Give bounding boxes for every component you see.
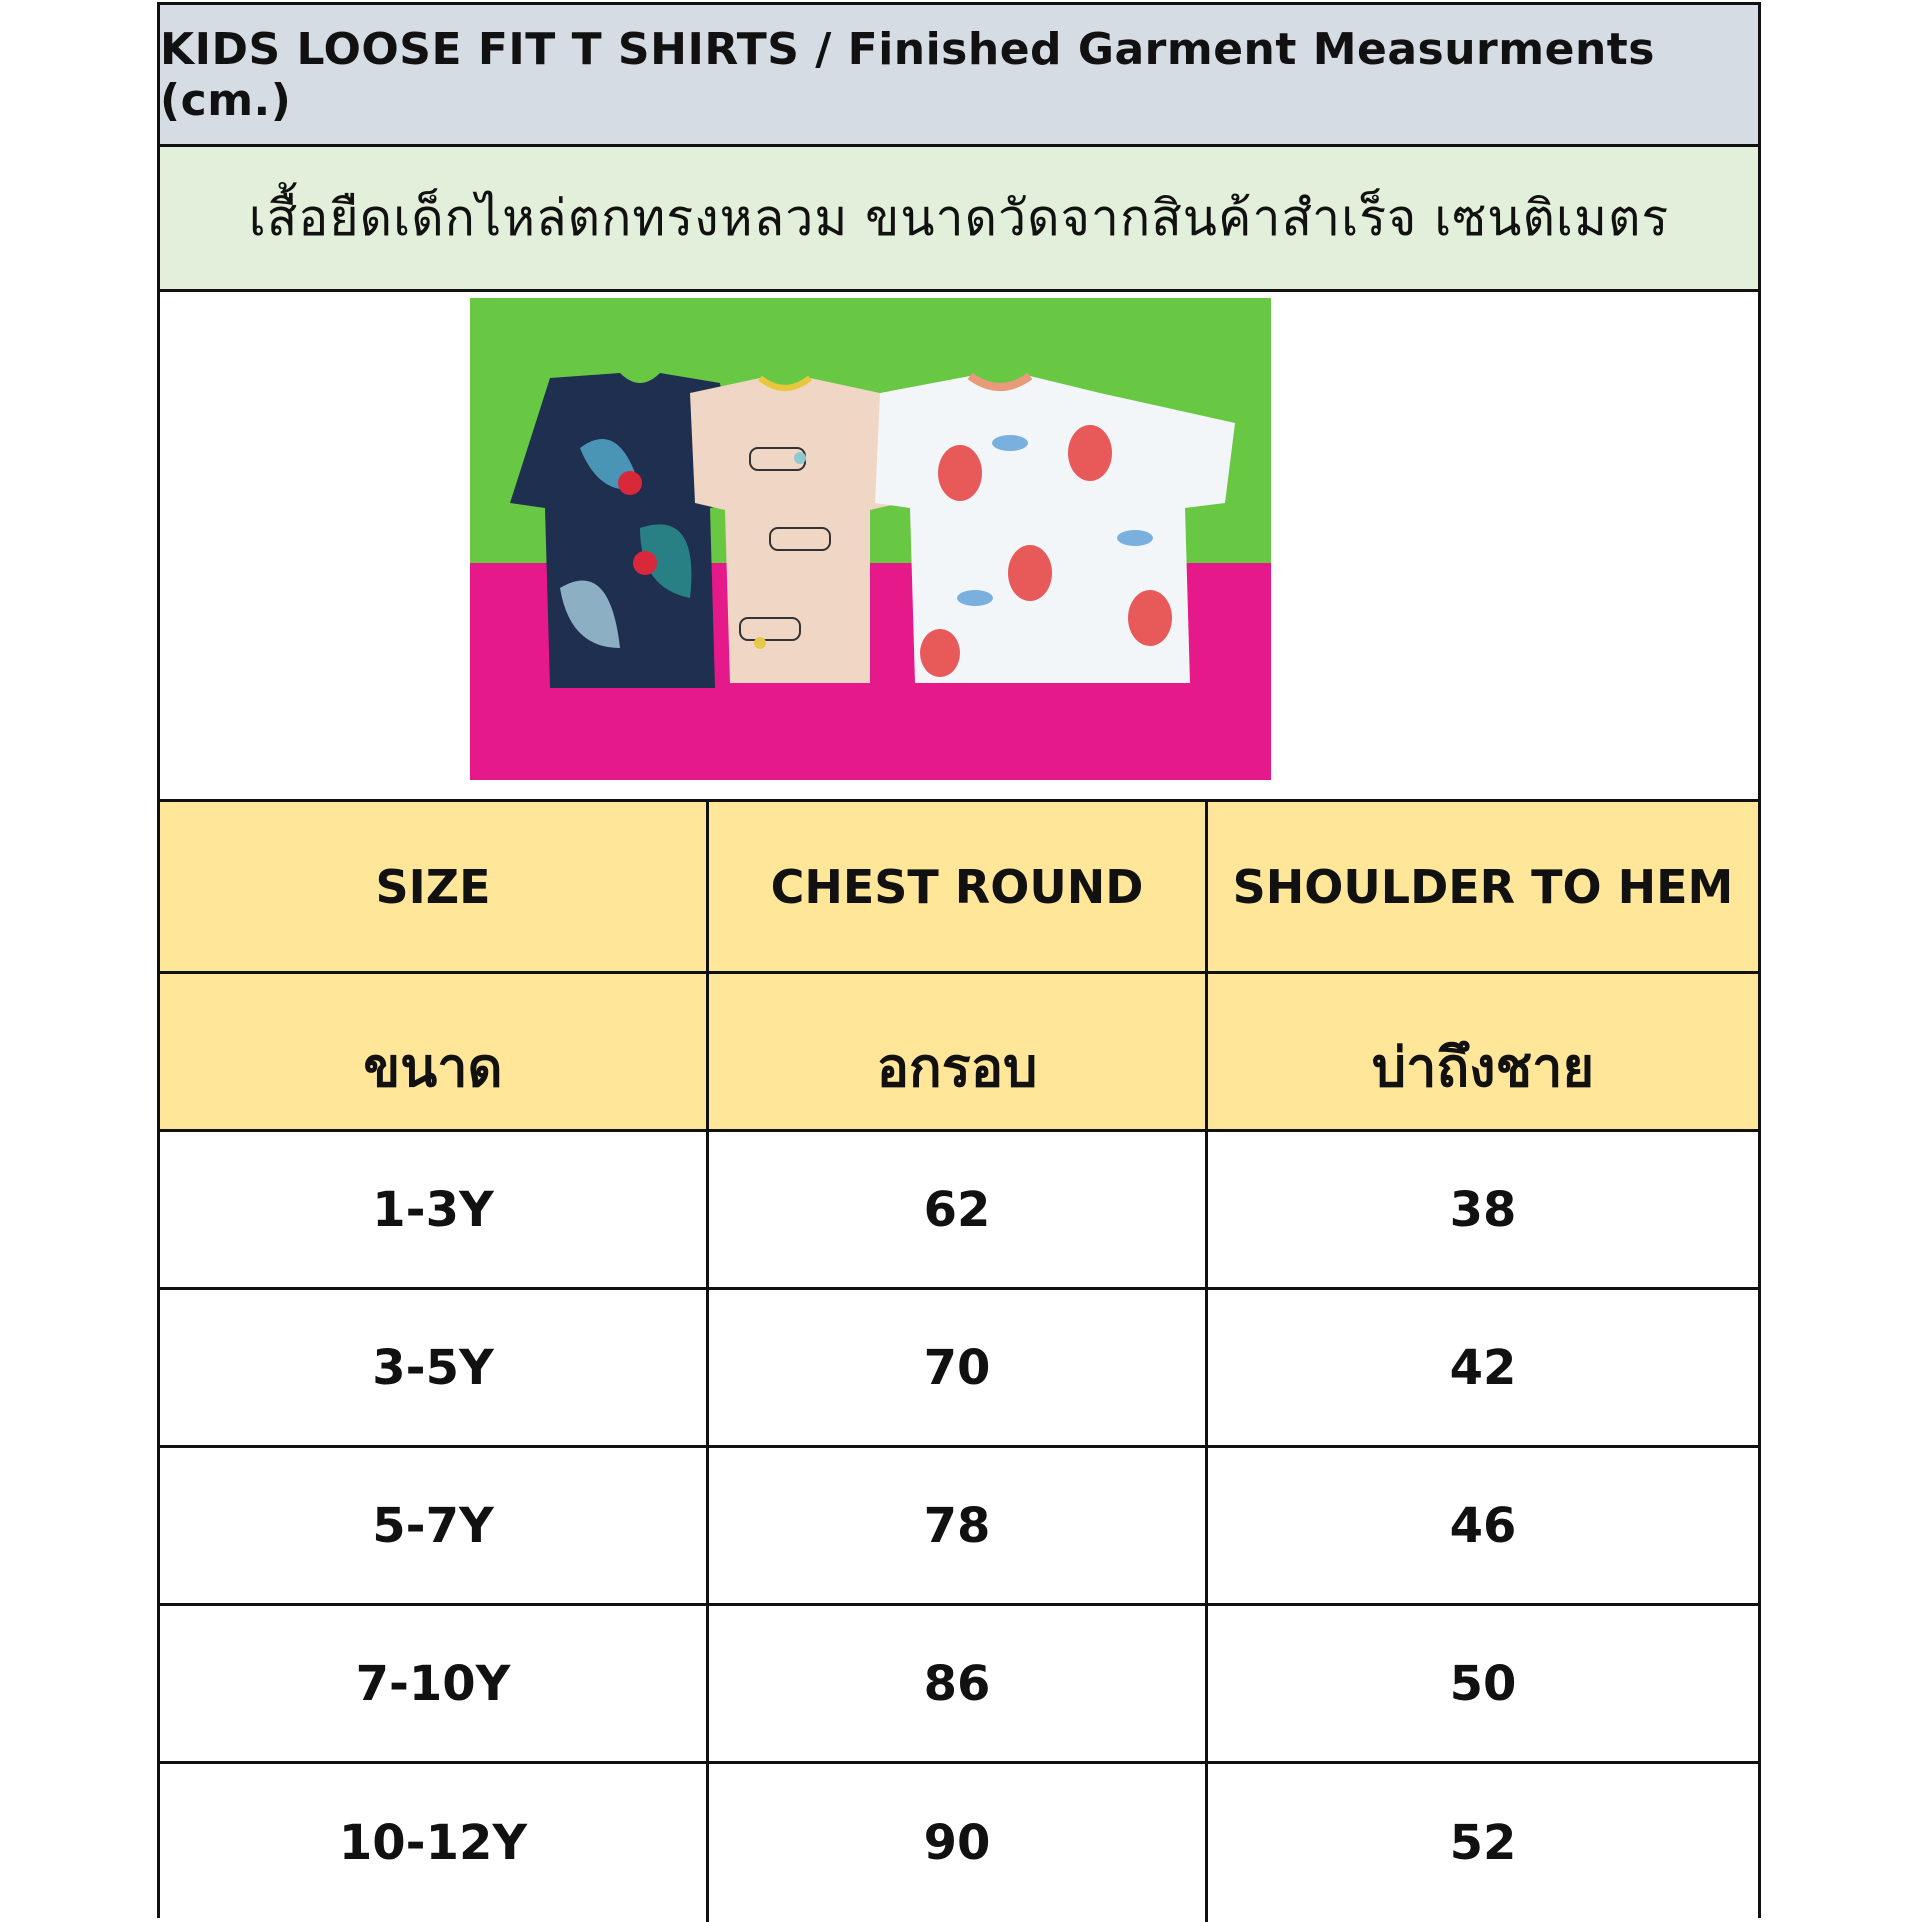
shoulder-cell: 46 [1449, 1497, 1517, 1554]
header-shoulder-to-hem: SHOULDER TO HEM [1232, 859, 1734, 914]
table-row [160, 1448, 1758, 1606]
header-size-thai: ขนาด [160, 974, 709, 1129]
size-cell: 10-12Y [160, 1764, 709, 1922]
header-chest-round-thai: อกรอบ [709, 974, 1208, 1129]
table-row [160, 1132, 1758, 1290]
header-shoulder-to-hem-thai: บ่าถึงชาย [1371, 1035, 1595, 1099]
shoulder-cell: 50 [1449, 1655, 1517, 1712]
header-size: SIZE [160, 802, 709, 971]
size-cell: 1-3Y [160, 1132, 709, 1287]
table-row [160, 1606, 1758, 1764]
table-header-thai [160, 974, 1758, 1132]
chest-cell: 90 [709, 1764, 1208, 1922]
product-photo-tshirts [470, 298, 1271, 780]
product-image-row [160, 292, 1758, 802]
chest-cell: 86 [709, 1606, 1208, 1761]
title-banner [160, 5, 1758, 147]
size-table [160, 802, 1758, 1918]
table-row [160, 1764, 1758, 1922]
table-row [160, 1290, 1758, 1448]
shoulder-cell: 52 [1449, 1815, 1517, 1871]
size-cell: 7-10Y [160, 1606, 709, 1761]
chest-cell: 78 [709, 1448, 1208, 1603]
shoulder-cell: 38 [1449, 1181, 1517, 1238]
table-header-english [160, 802, 1758, 974]
page-subtitle-thai: เสื้อยืดเด็กไหล่ตกทรงหลวม ขนาดวัดจากสินค้าสำเร็จ เซนติเมตร [248, 188, 1670, 247]
shoulder-cell: 42 [1449, 1339, 1517, 1396]
size-chart-sheet [157, 2, 1761, 1918]
subtitle-banner [160, 147, 1758, 292]
header-chest-round: CHEST ROUND [709, 802, 1208, 971]
page-title: KIDS LOOSE FIT T SHIRTS / Finished Garment Measurments (cm.) [160, 23, 1655, 126]
size-cell: 3-5Y [160, 1290, 709, 1445]
chest-cell: 70 [709, 1290, 1208, 1445]
chest-cell: 62 [709, 1132, 1208, 1287]
tshirt-strawberry-image [875, 376, 1235, 683]
size-cell: 5-7Y [160, 1448, 709, 1603]
